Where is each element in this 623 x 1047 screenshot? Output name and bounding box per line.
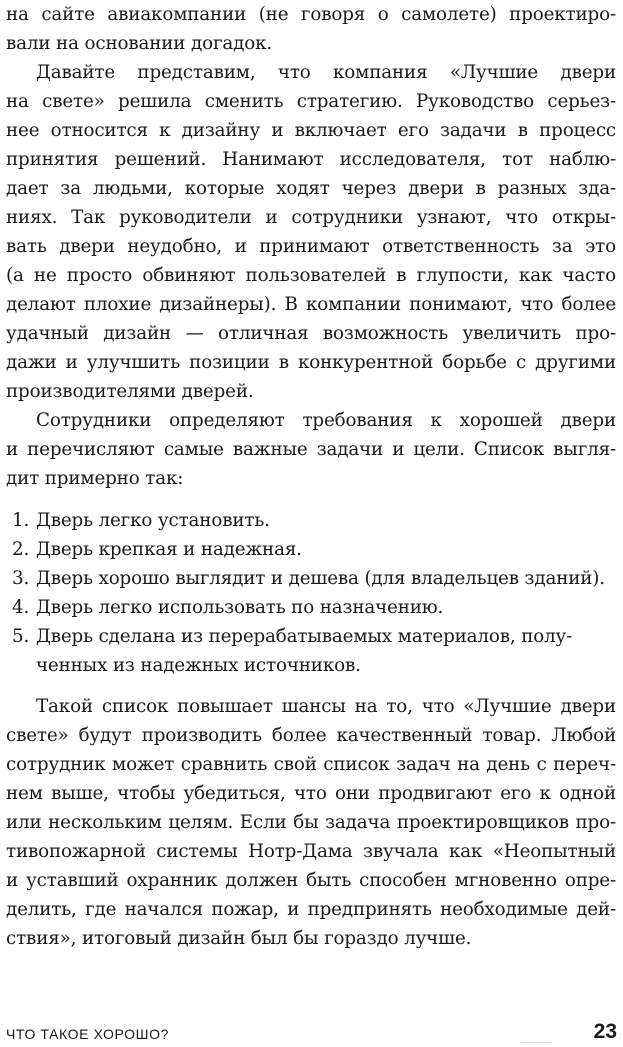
text-line: на свете» решила сменить стратегию. Руководство серьез- (6, 91, 616, 112)
goals-list (6, 506, 616, 680)
text-line: вать двери неудобно, и принимают ответственность за это (6, 236, 616, 257)
page-footer (6, 1020, 617, 1046)
list-item (6, 564, 616, 593)
text-line: дает за людьми, которые ходят через двери в разных зда- (6, 178, 616, 199)
list-item-text: Дверь сделана из перерабатываемых материалов, полу- (36, 626, 573, 647)
list-item-line (6, 622, 616, 651)
list-item-number: 1. (12, 510, 30, 531)
text-line: делают плохие дизайнеры). В компании понимают, что более (6, 294, 616, 315)
paragraph-requirements (6, 406, 616, 493)
text-line: свете» будут производить более качественный товар. Любой (6, 725, 616, 746)
book-page (6, 0, 616, 953)
text-line: Сотрудники определяют требования к хорошей двери (36, 410, 616, 431)
list-item-number: 4. (12, 597, 30, 618)
list-item-number: 5. (12, 626, 30, 647)
list-item-text: Дверь крепкая и надежная. (36, 539, 302, 560)
page-number: 23 (593, 1020, 617, 1043)
list-item (6, 535, 616, 564)
paragraph-closing (6, 692, 616, 953)
list-item-text: Дверь легко установить. (36, 510, 270, 531)
text-line: Такой список повышает шансы на то, что «Лучшие двери (36, 696, 616, 717)
paragraph-strategy (6, 58, 616, 406)
text-line: делить, где начался пожар, и предпринять необходимые дей- (6, 899, 616, 920)
text-line: тивопожарной системы Нотр-Дама звучала как «Неопытный (6, 841, 616, 862)
text-line: дит примерно так: (6, 468, 184, 489)
text-line: или нескольким целям. Если бы задача проектировщиков про- (6, 812, 616, 833)
list-item-text: Дверь хорошо выглядит и дешева (для владельцев зданий). (36, 568, 605, 589)
text-line: нее относится к дизайну и включает его задачи в процесс (6, 120, 616, 141)
text-line: на сайте авиакомпании (не говоря о самолете) проектиро- (6, 4, 616, 25)
list-item-line: ченных из надежных источников. (36, 655, 361, 676)
text-line: ствия», итоговый дизайн был бы гораздо лучше. (6, 928, 472, 949)
text-line: ниях. Так руководители и сотрудники узнают, что откры- (6, 207, 616, 228)
text-line: нем выше, чтобы убедиться, что они продвигают его к одной (6, 783, 616, 804)
list-item (6, 593, 616, 622)
text-line: (а не просто обвиняют пользователей в глупости, как часто (6, 265, 616, 286)
text-line: вали на основании догадок. (6, 33, 273, 54)
list-item (6, 506, 616, 535)
text-line: принятия решений. Нанимают исследователя, тот наблю- (6, 149, 616, 170)
text-line: и перечисляют самые важные задачи и цели. Список выгля- (6, 439, 616, 460)
text-line: производителями дверей. (6, 381, 254, 402)
text-line: удачный дизайн — отличная возможность увеличить про- (6, 323, 616, 344)
footer-divider (521, 1042, 551, 1043)
list-item (6, 622, 616, 680)
text-line: дажи и улучшить позиции в конкурентной борьбе с другими (6, 352, 616, 373)
list-item-text: Дверь легко использовать по назначению. (36, 597, 444, 618)
paragraph-continuation (6, 0, 616, 58)
text-line: и уставший охранник должен быть способен мгновенно опре- (6, 870, 616, 891)
text-line: сотрудник может сравнить свой список задач на день с переч- (6, 754, 616, 775)
text-line: Давайте представим, что компания «Лучшие двери (36, 62, 616, 83)
list-item-number: 3. (12, 568, 30, 589)
list-item-number: 2. (12, 539, 30, 560)
running-title: ЧТО ТАКОЕ ХОРОШО? (6, 1026, 169, 1042)
